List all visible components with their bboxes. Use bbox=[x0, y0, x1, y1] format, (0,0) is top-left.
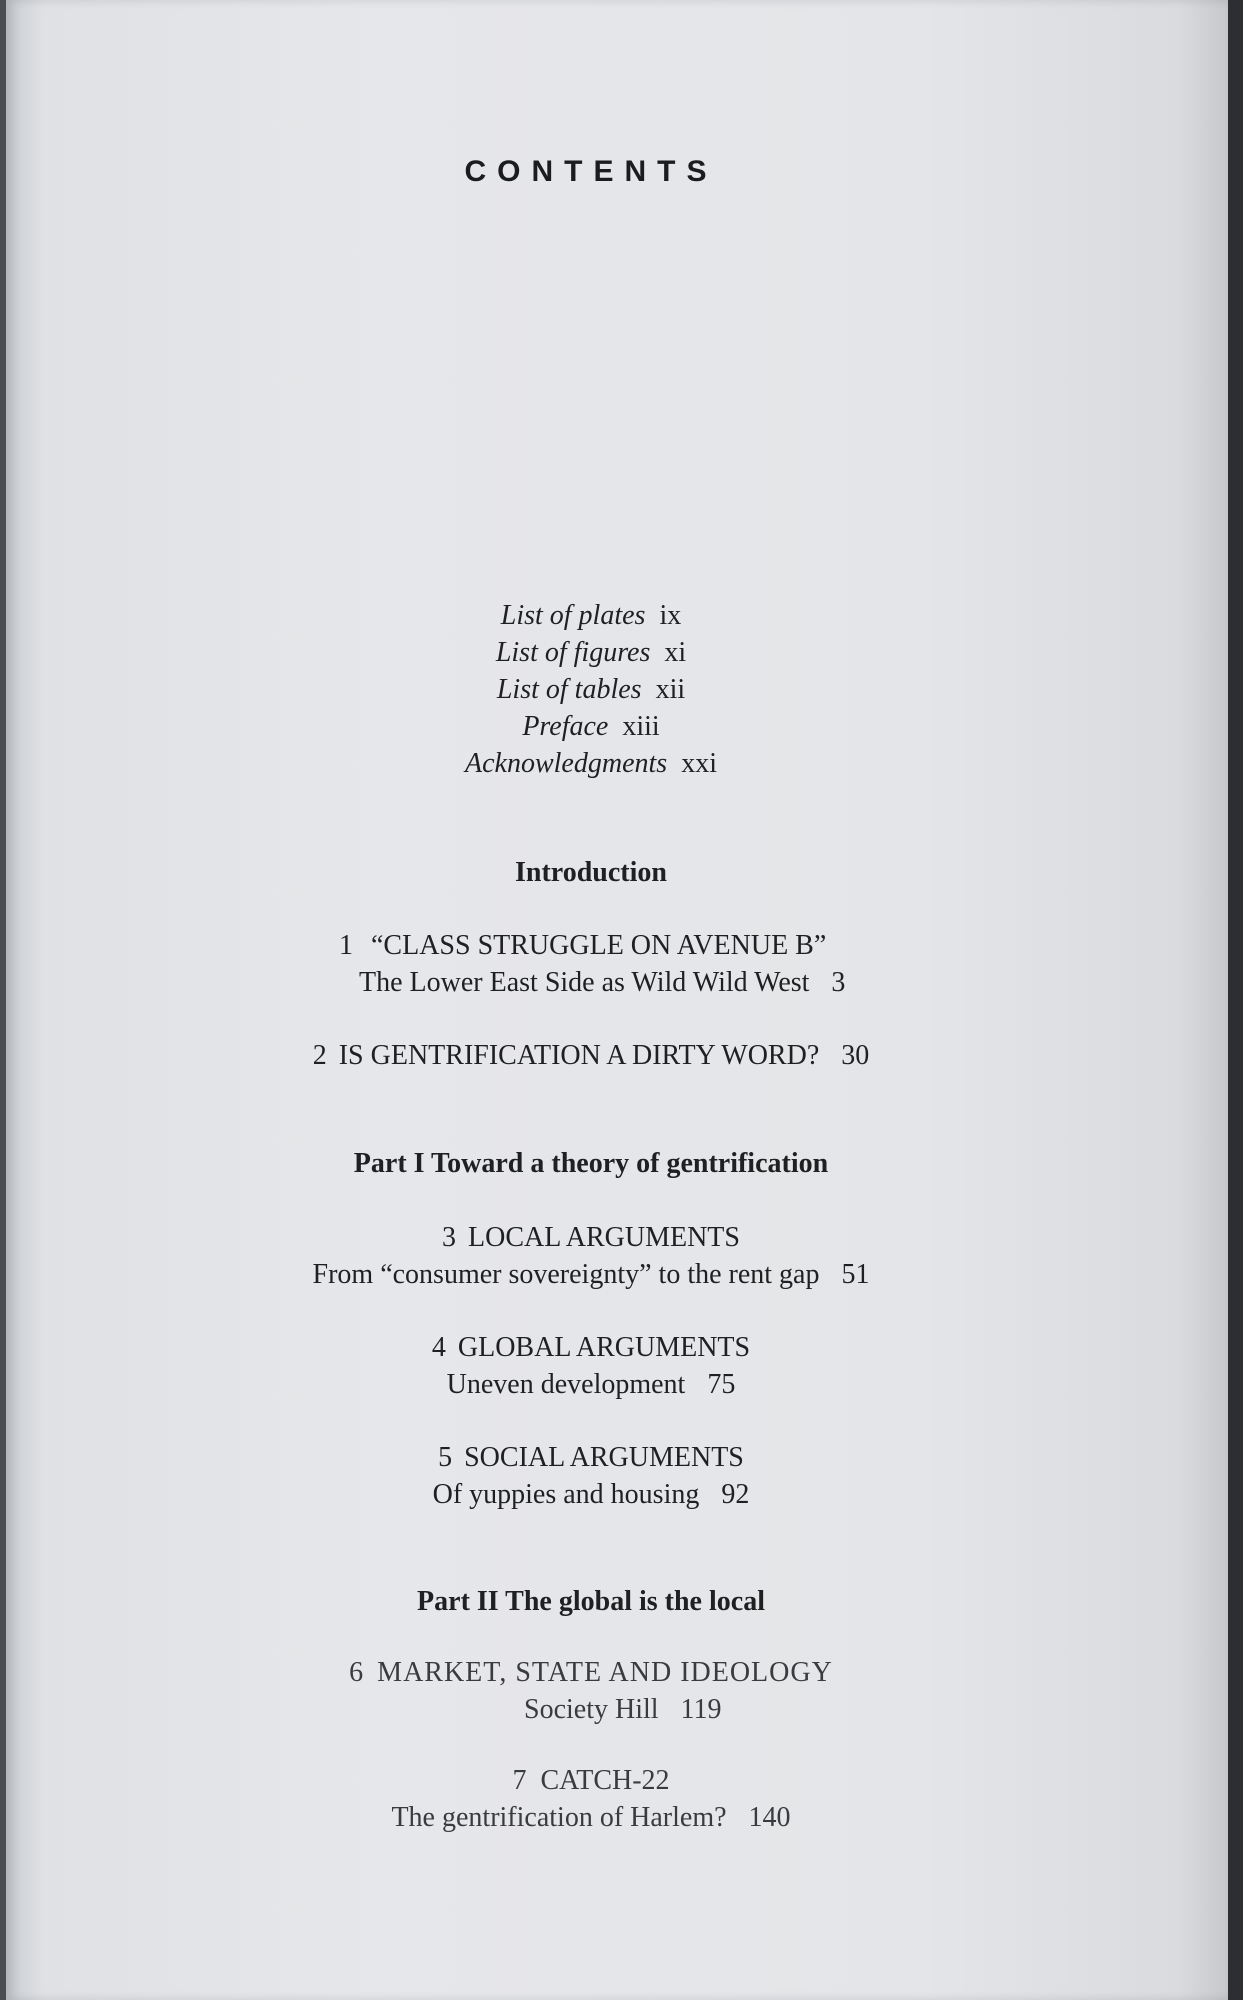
chapter-number: 4 bbox=[431, 1332, 446, 1363]
chapter-1-subtitle bbox=[359, 965, 845, 1001]
chapter-page: 119 bbox=[680, 1694, 722, 1725]
toc-entry-label: List of tables bbox=[496, 674, 642, 705]
section-heading-part-1: Part I Toward a theory of gentrification bbox=[353, 1148, 829, 1179]
chapter-page: 3 bbox=[831, 967, 846, 998]
chapter-page: 51 bbox=[841, 1259, 870, 1290]
toc-entry-list-of-figures bbox=[6, 635, 1176, 671]
chapter-number: 3 bbox=[442, 1222, 456, 1253]
chapter-number: 5 bbox=[438, 1442, 453, 1473]
toc-entry-label: List of figures bbox=[495, 637, 651, 668]
section-heading-introduction: Introduction bbox=[515, 857, 667, 888]
chapter-number: 7 bbox=[512, 1765, 527, 1796]
toc-entry-label: Preface bbox=[522, 711, 609, 742]
toc-entry-preface bbox=[6, 709, 1176, 745]
chapter-3-title bbox=[6, 1220, 1176, 1256]
chapter-6-title bbox=[6, 1655, 1176, 1691]
chapter-number: 2 bbox=[312, 1040, 327, 1071]
chapter-5-title bbox=[6, 1440, 1176, 1476]
toc-entry-page: ix bbox=[659, 600, 682, 631]
chapter-title: “CLASS STRUGGLE ON AVENUE B” bbox=[371, 930, 827, 961]
chapter-4-subtitle bbox=[6, 1367, 1176, 1403]
toc-entry-list-of-tables bbox=[6, 672, 1176, 708]
chapter-page: 92 bbox=[721, 1479, 750, 1510]
chapter-title: SOCIAL ARGUMENTS bbox=[464, 1442, 744, 1473]
chapter-1-title bbox=[339, 928, 826, 964]
chapter-title: MARKET, STATE AND IDEOLOGY bbox=[377, 1657, 833, 1688]
page-edge-shadow bbox=[1228, 0, 1243, 2000]
toc-entry-list-of-plates bbox=[6, 598, 1176, 634]
chapter-3-subtitle bbox=[6, 1257, 1176, 1293]
chapter-title: LOCAL ARGUMENTS bbox=[468, 1222, 740, 1253]
chapter-title: CATCH-22 bbox=[540, 1765, 670, 1796]
chapter-4-title bbox=[6, 1330, 1176, 1366]
chapter-7-subtitle bbox=[6, 1800, 1176, 1836]
toc-entry-acknowledgments bbox=[6, 746, 1176, 782]
chapter-subtitle: The gentrification of Harlem? bbox=[391, 1802, 727, 1833]
chapter-subtitle: Uneven development bbox=[446, 1369, 686, 1400]
toc-entry-page: xxi bbox=[681, 748, 717, 779]
chapter-5-subtitle bbox=[6, 1477, 1176, 1513]
chapter-subtitle: From “consumer sovereignty” to the rent gap bbox=[312, 1259, 820, 1290]
toc-entry-label: Acknowledgments bbox=[465, 748, 668, 779]
chapter-title: GLOBAL ARGUMENTS bbox=[457, 1332, 751, 1363]
toc-entry-label: List of plates bbox=[500, 600, 646, 631]
chapter-subtitle: The Lower East Side as Wild Wild West bbox=[359, 967, 810, 998]
chapter-number: 1 bbox=[339, 930, 353, 961]
chapter-6-subtitle bbox=[524, 1692, 722, 1728]
chapter-2-title bbox=[6, 1038, 1176, 1074]
chapter-subtitle: Of yuppies and housing bbox=[432, 1479, 700, 1510]
chapter-title: IS GENTRIFICATION A DIRTY WORD? bbox=[338, 1040, 820, 1071]
toc-entry-page: xiii bbox=[622, 711, 660, 742]
section-heading-part-2: Part II The global is the local bbox=[417, 1586, 765, 1617]
chapter-page: 75 bbox=[707, 1369, 736, 1400]
chapter-subtitle: Society Hill bbox=[524, 1694, 659, 1725]
chapter-number: 6 bbox=[349, 1657, 364, 1688]
page-title: CONTENTS bbox=[464, 155, 718, 188]
chapter-7-title bbox=[6, 1763, 1176, 1799]
toc-entry-page: xi bbox=[664, 637, 687, 668]
chapter-page: 30 bbox=[841, 1040, 870, 1071]
book-page bbox=[6, 0, 1228, 2000]
chapter-page: 140 bbox=[748, 1802, 791, 1833]
toc-entry-page: xii bbox=[655, 674, 686, 705]
